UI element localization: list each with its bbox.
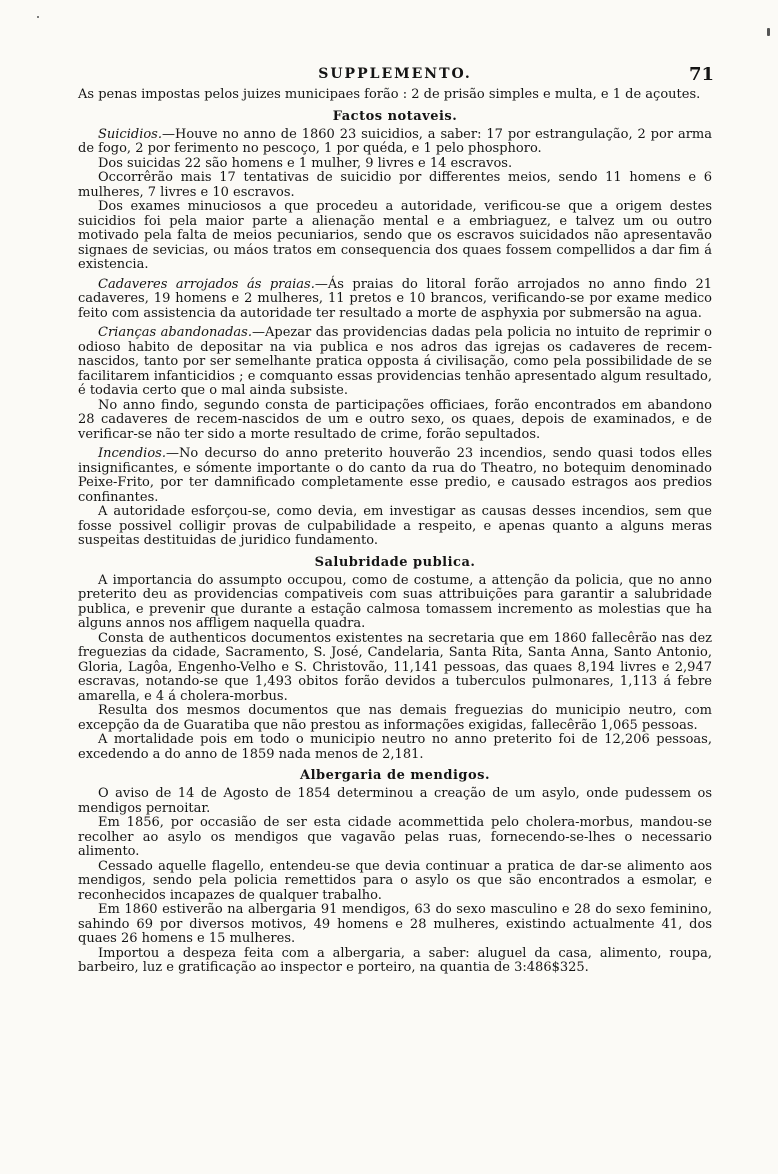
section-heading-salubridade: Salubridade publica. [314, 554, 476, 570]
paragraph: A importancia do assumpto occupou, como de costume, a attenção da policia, que no anno preterito deu as providencias compativeis com suas attribuições para garantir a salubridade publica, e prevenir que durante a estação calmosa tomassem incremento as molestias que ha alguns annos nos affligem naquella quadra. [78, 572, 712, 631]
paragraph-text: —No decurso do anno preterito houverão 23 incendios, sendo quasi todos elles insignificantes, e sómente importante o do canto da rua do Theatro, no botequim denominado Peixe-Frito, por ter damnificado completamente esse predio, e causado estragos aos predios confinantes. [78, 446, 712, 505]
paragraph: O aviso de 14 de Agosto de 1854 determinou a creação de um asylo, onde pudessem os mendigos pernoitar. [78, 786, 712, 816]
paragraph-lead: Suicidios. [98, 126, 162, 142]
paragraph: Dos exames minuciosos a que procedeu a autoridade, verificou-se que a origem destes suicidios foi pela maior parte a alienação mental e a embriaguez, e talvez um ou outro motivado pela falta de meios pecuniarios, sendo que os escravos suicidados não apresentavão signaes de sevicias, ou máos tratos em consequencia dos quaes fossem compellidos a dar fim á existencia. [78, 199, 712, 272]
paragraph: Em 1860 estiverão na albergaria 91 mendigos, 63 do sexo masculino e 28 do sexo feminino, sahindo 69 por diversos motivos, 49 homens e 28 mulheres, existindo actualmente 41, dos quaes 26 homens e 15 mulheres. [78, 902, 712, 946]
paragraph: A mortalidade pois em todo o municipio neutro no anno preterito foi de 12,206 pessoas, excedendo a do anno de 1859 nada menos de 2,181. [78, 732, 712, 762]
paragraph: Cessado aquelle flagello, entendeu-se que devia continuar a pratica de dar-se alimento aos mendigos, sendo pela policia remettidos para o asylo os que são encontrados a esmolar, e reconhecidos incapazes de qualquer trabalho. [78, 858, 712, 903]
paragraph: Occorrêrão mais 17 tentativas de suicidio por differentes meios, sendo 11 homens e 6 mulheres, 7 livres e 10 escravos. [78, 170, 712, 200]
running-head [78, 64, 712, 88]
section-heading-factos: Factos notaveis. [332, 108, 458, 124]
paragraph: Dos suicidas 22 são homens e 1 mulher, 9 livres e 14 escravos. [98, 155, 513, 171]
section-heading-albergaria: Albergaria de mendigos. [300, 768, 490, 783]
paragraph-lead: Cadaveres arrojados ás praias. [98, 276, 315, 292]
paragraph-text: —Houve no anno de 1860 23 suicidios, a saber: 17 por estrangulação, 2 por arma de fogo, 2 por ferimento no pescoço, 1 por quéda, e 1 pelo phosphoro. [78, 126, 712, 156]
paragraph-text: —Ás praias do litoral forão arrojados no anno findo 21 cadaveres, 19 homens e 2 mulheres, 11 pretos e 10 brancos, verificando-se por exame medico feito com assistencia da autoridade ter resultado a morte de asphyxia por submersão na agua. [78, 276, 713, 321]
page-body [78, 64, 712, 976]
paragraph: No anno findo, segundo consta de participações officiaes, forão encontrados em abandono 28 cadaveres de recem-nascidos de um e outro sexo, os quaes, depois de examinados, e de verificar-se não ter sido a morte resultado de crime, forão sepultados. [78, 397, 712, 442]
paragraph-criancas [78, 326, 712, 399]
paragraph-lead: Incendios. [98, 446, 166, 461]
paragraph-text: —Apezar das providencias dadas pela policia no intuito de reprimir o odioso habito de depositar na via publica e nos adros das igrejas os cadaveres de recem-nascidos, tanto por ser semelhante pratica opposta á civilisação, como pela possibilidade de se facilitarem infanticidios ; e comquanto essas providencias tenhão apresentado algum resultado, é todavia certo que o mal ainda subsiste. [78, 325, 713, 398]
running-title: SUPPLEMENTO. [318, 66, 472, 82]
paragraph: Importou a despeza feita com a albergaria, a saber: aluguel da casa, alimento, roupa, barbeiro, luz e gratificação ao inspector e porteiro, na quantia de 3:486$325. [78, 945, 712, 975]
paragraph-suicidios [78, 128, 712, 157]
page-speck [767, 28, 770, 36]
page-speck [37, 16, 39, 18]
paragraph: A autoridade esforçou-se, como devia, em investigar as causas desses incendios, sem que fosse possivel colligir provas de culpabilidade a respeito, e apenas quanto a alguns meras suspeitas destituidas de juridico fundamento. [78, 504, 712, 548]
paragraph-lead: Crianças abandonadas. [98, 325, 252, 340]
paragraph: Consta de authenticos documentos existentes na secretaria que em 1860 fallecêrão nas dez freguezias da cidade, Sacramento, S. José, Candelaria, Santa Rita, Santa Anna, Santo Antonio, Gloria, Lagôa, Engenho-Velho e S. Christovão, 11,141 pessoas, das quaes 8,194 livres e 2,947 escravas, notando-se que 1,493 obitos forão devidos a tuberculos pulmonares, 1,113 á febre amarella, e 4 á cholera-morbus. [78, 630, 712, 704]
page-number: 71 [688, 64, 714, 85]
paragraph-cadaveres [78, 278, 712, 322]
intro-paragraph: As penas impostas pelos juizes municipaes forão : 2 de prisão simples e multa, e 1 de açoutes. [78, 87, 701, 102]
paragraph-incendios [78, 447, 712, 505]
paragraph: Resulta dos mesmos documentos que nas demais freguezias do municipio neutro, com excepção da de Guaratiba que não prestou as informações exigidas, fallecêrão 1,065 pessoas. [78, 703, 712, 733]
paragraph: Em 1856, por occasião de ser esta cidade acommettida pelo cholera-morbus, mandou-se recolher ao asylo os mendigos que vagavão pelas ruas, fornecendo-se-lhes o necessario alimento. [78, 815, 712, 859]
